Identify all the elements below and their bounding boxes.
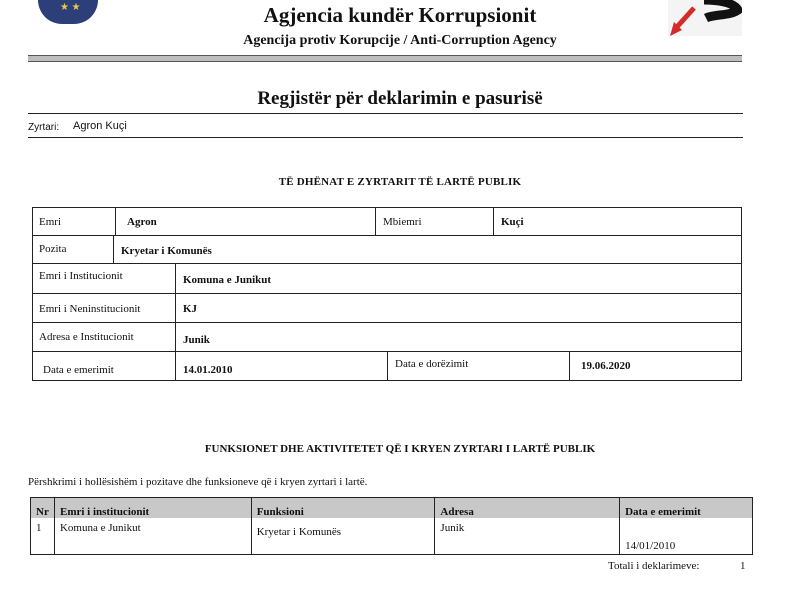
column-header: Funksioni xyxy=(251,498,435,519)
data-dorezimit-value: 19.06.2020 xyxy=(581,360,631,372)
emri-label: Emri xyxy=(39,216,61,228)
data-dorezimit-label: Data e dorëzimit xyxy=(395,358,469,370)
pozita-label: Pozita xyxy=(39,243,67,255)
emri-value: Agron xyxy=(127,216,157,228)
data-emerimit-label: Data e emerimit xyxy=(43,364,114,376)
neninstitucioni-value: KJ xyxy=(183,303,198,315)
table-header-row xyxy=(31,498,753,519)
mbiemri-label: Mbiemri xyxy=(383,216,422,228)
mbiemri-value: Kuçi xyxy=(501,216,524,228)
divider xyxy=(28,113,743,114)
official-name: Agron Kuçi xyxy=(73,120,127,132)
table-cell: Junik xyxy=(435,518,620,555)
totals-label: Totali i deklarimeve: xyxy=(608,560,700,572)
column-header: Adresa xyxy=(435,498,620,519)
section-title-functions: FUNKSIONET DHE AKTIVITETET QË I KRYEN ZYRTARI I LARTË PUBLIK xyxy=(204,443,596,455)
adresa-value: Junik xyxy=(183,334,210,346)
header-divider xyxy=(28,55,742,62)
column-header: Emri i institucionit xyxy=(54,498,251,519)
table-cell: 14/01/2010 xyxy=(620,518,753,555)
functions-table xyxy=(30,497,753,555)
agency-title: Agjencia kundër Korrupsionit xyxy=(263,3,537,27)
official-data-table xyxy=(32,207,742,381)
neninstitucioni-label: Emri i Neninstitucionit xyxy=(39,303,141,315)
section-description: Përshkrimi i hollësishëm i pozitave dhe funksioneve që i kryen zyrtari i lartë. xyxy=(28,476,368,488)
divider xyxy=(28,137,743,138)
totals-value: 1 xyxy=(740,560,746,572)
star-icon: ★ ★ xyxy=(60,2,81,13)
data-emerimit-value: 14.01.2010 xyxy=(183,364,233,376)
table-cell: 1 xyxy=(31,518,55,555)
table-cell: Kryetar i Komunës xyxy=(251,518,435,555)
agency-subtitle: Agencija protiv Korupcije / Anti-Corruption Agency xyxy=(243,33,557,48)
institucioni-label: Emri i Institucionit xyxy=(39,270,123,282)
official-label: Zyrtari: xyxy=(28,122,60,133)
section-title-official-data: TË DHËNAT E ZYRTARIT TË LARTË PUBLIK xyxy=(278,176,522,188)
table-cell: Komuna e Junikut xyxy=(54,518,251,555)
table-row xyxy=(31,518,753,555)
pozita-value: Kryetar i Komunës xyxy=(121,245,212,257)
adresa-label: Adresa e Institucionit xyxy=(39,331,134,343)
institucioni-value: Komuna e Junikut xyxy=(183,274,272,286)
column-header: Nr xyxy=(31,498,55,519)
register-title: Regjistër për deklarimin e pasurisë xyxy=(257,88,543,109)
column-header: Data e emerimit xyxy=(620,498,753,519)
